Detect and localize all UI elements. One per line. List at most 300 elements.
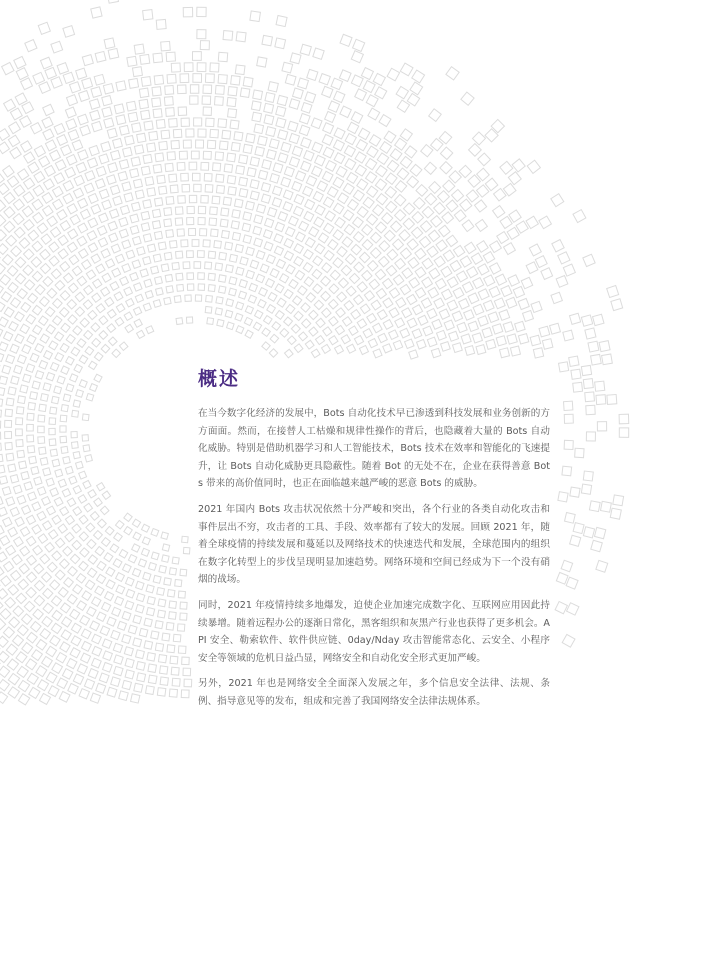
- pattern-square: [523, 311, 534, 322]
- pattern-square: [595, 381, 605, 391]
- pattern-square: [84, 183, 94, 193]
- pattern-square: [114, 292, 123, 301]
- pattern-square: [367, 186, 378, 197]
- pattern-square: [0, 421, 1, 428]
- pattern-square: [24, 482, 32, 490]
- pattern-square: [87, 231, 97, 241]
- pattern-square: [76, 162, 86, 172]
- pattern-square: [22, 345, 31, 354]
- pattern-square: [98, 519, 107, 528]
- pattern-square: [305, 340, 314, 349]
- pattern-square: [54, 123, 65, 134]
- pattern-square: [40, 263, 50, 273]
- pattern-square: [246, 270, 254, 278]
- pattern-square: [349, 326, 358, 335]
- pattern-square: [293, 296, 302, 305]
- pattern-square: [563, 264, 575, 276]
- pattern-square: [262, 328, 271, 337]
- pattern-square: [69, 255, 79, 265]
- pattern-square: [438, 191, 450, 203]
- pattern-square: [569, 313, 580, 324]
- pattern-square: [169, 568, 176, 575]
- pattern-square: [194, 184, 201, 191]
- pattern-square: [133, 307, 141, 315]
- pattern-square: [440, 147, 452, 159]
- pattern-square: [363, 81, 375, 93]
- pattern-square: [467, 267, 478, 278]
- pattern-square: [294, 311, 303, 320]
- pattern-square: [6, 545, 16, 555]
- pattern-square: [460, 256, 471, 267]
- pattern-square: [205, 262, 212, 269]
- pattern-square: [434, 256, 445, 267]
- pattern-square: [109, 233, 118, 242]
- pattern-square: [213, 163, 221, 171]
- pattern-square: [3, 517, 12, 526]
- pattern-square: [446, 67, 459, 80]
- pattern-square: [478, 153, 491, 166]
- pattern-square: [78, 198, 88, 208]
- pattern-square: [131, 157, 140, 166]
- pattern-square: [357, 207, 368, 218]
- pattern-square: [261, 183, 270, 192]
- pattern-square: [43, 468, 51, 476]
- pattern-square: [172, 557, 179, 564]
- pattern-square: [1, 576, 11, 586]
- pattern-square: [277, 95, 287, 105]
- pattern-square: [72, 140, 83, 151]
- pattern-square: [327, 187, 338, 198]
- pattern-square: [11, 246, 22, 257]
- pattern-square: [246, 134, 255, 143]
- pattern-square: [60, 291, 70, 301]
- pattern-square: [181, 690, 189, 698]
- pattern-square: [323, 327, 332, 336]
- pattern-square: [84, 330, 93, 339]
- pattern-square: [190, 85, 198, 93]
- pattern-square: [65, 532, 74, 541]
- pattern-square: [429, 109, 442, 122]
- pattern-square: [60, 343, 69, 352]
- pattern-square: [478, 316, 488, 326]
- pattern-square: [5, 409, 12, 416]
- pattern-square: [47, 506, 56, 515]
- pattern-square: [170, 241, 178, 249]
- pattern-square: [353, 39, 365, 51]
- pattern-square: [116, 573, 125, 582]
- pattern-square: [345, 134, 356, 145]
- pattern-square: [298, 78, 309, 89]
- pattern-square: [173, 634, 181, 642]
- pattern-square: [85, 455, 92, 462]
- pattern-square: [38, 680, 49, 691]
- main-content: [198, 366, 550, 719]
- pattern-square: [149, 131, 158, 140]
- pattern-square: [301, 137, 311, 147]
- pattern-square: [284, 251, 293, 260]
- pattern-square: [92, 597, 101, 606]
- pattern-square: [122, 680, 131, 689]
- pattern-square: [471, 253, 482, 264]
- pattern-square: [573, 523, 584, 534]
- pattern-square: [395, 318, 405, 328]
- pattern-square: [178, 107, 187, 116]
- pattern-square: [130, 226, 139, 235]
- pattern-square: [570, 487, 580, 497]
- pattern-square: [192, 173, 200, 181]
- pattern-square: [82, 591, 92, 601]
- pattern-square: [0, 497, 3, 506]
- pattern-square: [255, 147, 264, 156]
- pattern-square: [157, 587, 165, 595]
- pattern-square: [585, 328, 596, 339]
- pattern-square: [99, 213, 109, 223]
- pattern-square: [52, 459, 60, 467]
- pattern-square: [141, 548, 149, 556]
- pattern-square: [551, 292, 562, 303]
- pattern-square: [140, 54, 150, 64]
- pattern-square: [94, 374, 102, 382]
- pattern-square: [130, 169, 139, 178]
- pattern-square: [156, 19, 166, 29]
- pattern-square: [2, 255, 13, 266]
- pattern-square: [0, 410, 1, 417]
- pattern-square: [255, 310, 263, 318]
- pattern-square: [254, 238, 263, 247]
- pattern-square: [17, 495, 26, 504]
- pattern-square: [293, 206, 303, 216]
- pattern-square: [393, 275, 403, 285]
- pattern-square: [210, 63, 219, 72]
- pattern-square: [39, 404, 46, 411]
- pattern-square: [8, 527, 18, 537]
- pattern-square: [27, 632, 38, 643]
- pattern-square: [477, 185, 489, 197]
- pattern-square: [198, 206, 205, 213]
- pattern-square: [249, 283, 257, 291]
- pattern-square: [452, 311, 462, 321]
- pattern-square: [171, 140, 179, 148]
- pattern-square: [409, 278, 420, 289]
- pattern-square: [58, 235, 68, 245]
- pattern-square: [133, 236, 142, 245]
- pattern-square: [26, 536, 36, 546]
- pattern-square: [144, 279, 152, 287]
- pattern-square: [206, 118, 214, 126]
- pattern-square: [33, 545, 43, 555]
- pattern-square: [140, 269, 148, 277]
- pattern-square: [284, 289, 293, 298]
- pattern-square: [0, 263, 5, 274]
- pattern-square: [153, 300, 161, 308]
- pattern-square: [146, 607, 154, 615]
- pattern-square: [113, 138, 123, 148]
- pattern-square: [95, 547, 104, 556]
- pattern-square: [80, 125, 91, 136]
- pattern-square: [136, 604, 144, 612]
- pattern-square: [189, 229, 196, 236]
- pattern-square: [527, 160, 540, 173]
- pattern-square: [73, 674, 83, 684]
- pattern-square: [116, 304, 125, 313]
- pattern-square: [42, 497, 51, 506]
- pattern-square: [183, 668, 191, 676]
- pattern-square: [164, 97, 173, 106]
- pattern-square: [92, 121, 102, 131]
- pattern-square: [107, 324, 116, 333]
- pattern-square: [405, 339, 414, 348]
- pattern-square: [30, 392, 38, 400]
- pattern-square: [328, 240, 338, 250]
- pattern-square: [360, 304, 370, 314]
- pattern-square: [37, 487, 46, 496]
- pattern-square: [337, 247, 347, 257]
- pattern-square: [485, 129, 498, 142]
- pattern-square: [79, 249, 89, 259]
- pattern-square: [66, 95, 77, 106]
- pattern-square: [49, 439, 56, 446]
- pattern-square: [132, 519, 140, 527]
- pattern-square: [53, 199, 63, 209]
- pattern-square: [491, 119, 504, 132]
- pattern-square: [3, 166, 14, 177]
- pattern-square: [177, 162, 185, 170]
- pattern-square: [216, 297, 223, 304]
- pattern-square: [353, 190, 364, 201]
- pattern-square: [68, 229, 78, 239]
- pattern-square: [55, 570, 65, 580]
- pattern-square: [472, 132, 485, 145]
- pattern-square: [180, 74, 189, 83]
- pattern-square: [165, 274, 173, 282]
- pattern-square: [112, 607, 121, 616]
- pattern-square: [429, 182, 441, 194]
- pattern-square: [76, 390, 84, 398]
- pattern-square: [408, 257, 419, 268]
- pattern-square: [125, 577, 134, 586]
- pattern-square: [87, 607, 97, 617]
- pattern-square: [573, 382, 583, 392]
- pattern-square: [245, 330, 253, 338]
- pattern-square: [100, 506, 109, 515]
- pattern-square: [535, 256, 547, 268]
- pattern-square: [469, 144, 482, 157]
- pattern-square: [58, 524, 67, 533]
- pattern-square: [68, 130, 79, 141]
- pattern-square: [72, 524, 81, 533]
- pattern-square: [124, 193, 133, 202]
- pattern-square: [114, 666, 123, 675]
- pattern-square: [512, 159, 525, 172]
- pattern-square: [468, 321, 478, 331]
- pattern-square: [315, 205, 325, 215]
- pattern-square: [97, 483, 105, 491]
- pattern-square: [258, 299, 267, 308]
- pattern-square: [295, 171, 305, 181]
- pattern-square: [280, 328, 289, 337]
- pattern-square: [124, 312, 132, 320]
- pattern-square: [113, 643, 122, 652]
- pattern-square: [22, 102, 34, 114]
- pattern-square: [7, 659, 18, 670]
- pattern-square: [591, 540, 603, 552]
- pattern-square: [132, 260, 141, 269]
- pattern-square: [7, 176, 18, 187]
- pattern-square: [243, 144, 252, 153]
- pattern-square: [126, 250, 135, 259]
- pattern-square: [134, 283, 142, 291]
- pattern-square: [27, 335, 36, 344]
- pattern-square: [129, 78, 139, 88]
- pattern-square: [596, 560, 608, 572]
- pattern-square: [21, 141, 32, 152]
- pattern-square: [376, 194, 387, 205]
- pattern-square: [0, 200, 6, 211]
- pattern-square: [294, 194, 304, 204]
- pattern-square: [4, 192, 15, 203]
- pattern-square: [599, 341, 610, 352]
- pattern-square: [151, 529, 159, 537]
- pattern-square: [0, 589, 8, 600]
- pattern-square: [67, 300, 76, 309]
- pattern-square: [109, 209, 118, 218]
- pattern-square: [369, 279, 379, 289]
- pattern-square: [378, 333, 387, 342]
- pattern-square: [143, 154, 152, 163]
- pattern-square: [371, 232, 382, 243]
- pattern-square: [15, 93, 27, 105]
- pattern-square: [80, 209, 90, 219]
- pattern-square: [17, 289, 27, 299]
- pattern-square: [347, 344, 356, 353]
- pattern-square: [313, 256, 323, 266]
- pattern-square: [132, 544, 140, 552]
- pattern-square: [379, 256, 390, 267]
- pattern-square: [177, 85, 186, 94]
- pattern-square: [226, 322, 234, 330]
- pattern-square: [250, 260, 259, 269]
- pattern-square: [96, 264, 105, 273]
- pattern-square: [181, 240, 188, 247]
- pattern-square: [0, 600, 3, 611]
- pattern-square: [321, 291, 331, 301]
- pattern-square: [252, 112, 262, 122]
- pattern-square: [390, 149, 402, 161]
- pattern-square: [198, 273, 205, 280]
- pattern-square: [185, 295, 192, 302]
- pattern-square: [18, 396, 26, 404]
- pattern-square: [143, 10, 153, 20]
- pattern-square: [267, 305, 276, 314]
- pattern-square: [500, 216, 512, 228]
- pattern-square: [146, 585, 154, 593]
- pattern-square: [0, 651, 9, 662]
- pattern-square: [508, 172, 521, 185]
- pattern-square: [266, 255, 275, 264]
- pattern-square: [141, 77, 151, 87]
- pattern-square: [343, 183, 354, 194]
- pattern-square: [203, 151, 211, 159]
- pattern-square: [473, 304, 484, 315]
- pattern-square: [304, 150, 314, 160]
- pattern-square: [139, 99, 148, 108]
- pattern-square: [107, 0, 118, 3]
- pattern-square: [273, 163, 283, 173]
- pattern-square: [4, 221, 15, 232]
- pattern-square: [180, 569, 187, 576]
- pattern-square: [155, 621, 163, 629]
- pattern-square: [153, 575, 161, 583]
- pattern-square: [116, 115, 126, 125]
- pattern-square: [83, 445, 90, 452]
- pattern-square: [187, 251, 194, 258]
- pattern-square: [359, 252, 369, 262]
- pattern-square: [424, 162, 436, 174]
- pattern-square: [49, 418, 56, 425]
- pattern-square: [119, 125, 129, 135]
- pattern-square: [169, 601, 176, 608]
- pattern-square: [18, 169, 29, 180]
- pattern-square: [68, 567, 78, 577]
- pattern-square: [619, 428, 628, 437]
- pattern-square: [345, 159, 356, 170]
- pattern-square: [236, 166, 245, 175]
- pattern-square: [351, 51, 363, 63]
- pattern-square: [333, 91, 344, 102]
- pattern-square: [13, 635, 24, 646]
- pattern-square: [69, 82, 80, 93]
- pattern-square: [518, 334, 528, 344]
- pattern-square: [562, 466, 572, 476]
- pattern-square: [379, 115, 391, 127]
- pattern-square: [355, 89, 367, 101]
- pattern-square: [6, 453, 14, 461]
- pattern-square: [192, 52, 201, 61]
- pattern-square: [556, 276, 568, 288]
- pattern-square: [461, 92, 474, 105]
- pattern-square: [220, 219, 228, 227]
- pattern-square: [20, 546, 30, 556]
- pattern-square: [67, 498, 76, 507]
- pattern-square: [497, 232, 509, 244]
- pattern-square: [232, 232, 240, 240]
- pattern-square: [363, 329, 372, 338]
- pattern-square: [90, 512, 99, 521]
- pattern-square: [299, 113, 310, 124]
- pattern-square: [357, 319, 367, 329]
- pattern-square: [45, 307, 55, 317]
- pattern-square: [75, 292, 84, 301]
- pattern-square: [311, 349, 320, 358]
- pattern-square: [141, 110, 150, 119]
- pattern-square: [66, 356, 75, 365]
- pattern-square: [322, 263, 332, 273]
- pattern-square: [203, 107, 212, 116]
- pattern-square: [434, 203, 446, 215]
- pattern-square: [341, 335, 350, 344]
- pattern-square: [72, 410, 79, 417]
- pattern-square: [275, 284, 284, 293]
- pattern-square: [232, 210, 240, 218]
- pattern-square: [70, 609, 80, 619]
- pattern-square: [531, 301, 542, 312]
- pattern-square: [180, 602, 187, 609]
- pattern-square: [33, 185, 44, 196]
- pattern-square: [93, 279, 102, 288]
- pattern-square: [269, 139, 279, 149]
- pattern-square: [363, 197, 374, 208]
- pattern-square: [58, 587, 68, 597]
